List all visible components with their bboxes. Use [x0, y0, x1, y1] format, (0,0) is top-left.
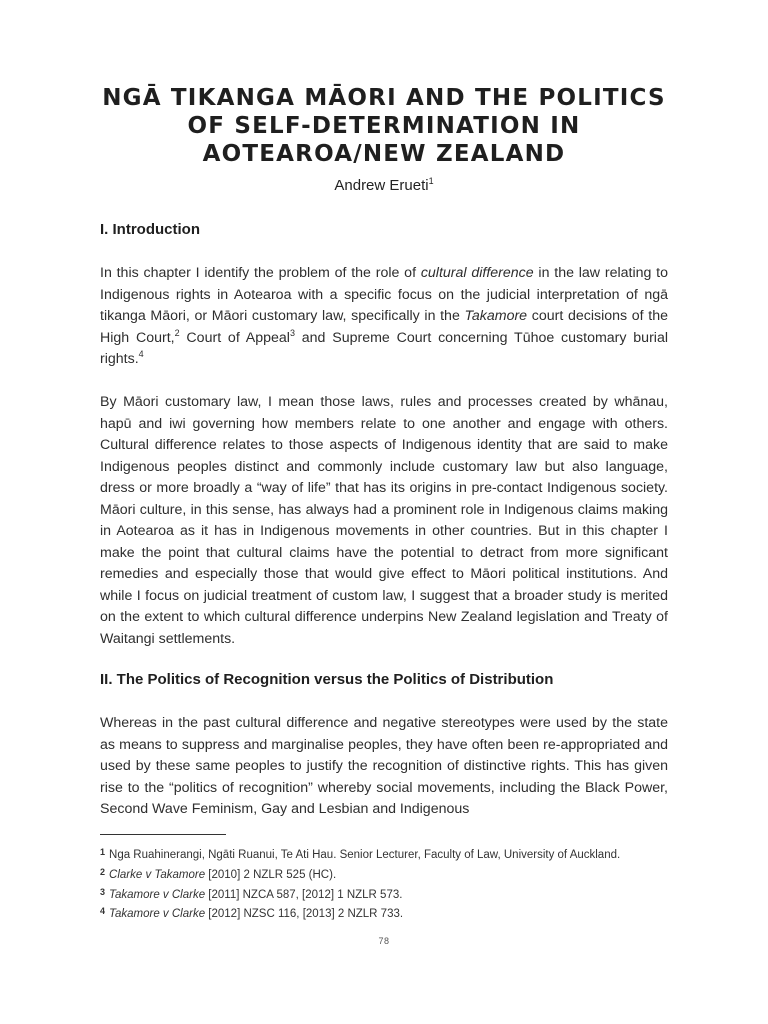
section-heading-politics: II. The Politics of Recognition versus the Politics of Distribution: [100, 671, 554, 688]
footnote-2: [100, 864, 336, 883]
footnote-text: Nga Ruahinerangi, Ngāti Ruanui, Te Ati Hau. Senior Lecturer, Faculty of Law, University of Auckland.: [109, 849, 621, 861]
footnote-divider: [100, 834, 226, 835]
p1-text-b: in the law relating to Indigenous rights in Aotearoa with a specific focus on the judicial interpretation of ngā tikanga Māori, or Māori customary law, specifically in the: [100, 265, 668, 324]
footnote-case-name: Takamore v Clarke: [109, 889, 206, 901]
footnote-ref-3[interactable]: 3: [289, 327, 295, 338]
footnote-citation: [2011] NZCA 587, [2012] 1 NZLR 573.: [205, 889, 403, 901]
p1-text-c: court decisions of the High Court,: [100, 308, 668, 346]
footnote-case-name: Clarke v Takamore: [109, 869, 206, 881]
paragraph-3: Whereas in the past cultural difference and negative stereotypes were used by the state as means to suppress and marginalise peoples, they have often been re-appropriated and used by these same peoples to justify the recognition of distinctive rights. This has given rise to the “politics of recognition” whereby social movements, including the Black Power, Second Wave Feminism, Gay and Lesbian and Indigenous: [100, 715, 668, 817]
footnote-ref-2[interactable]: 2: [174, 327, 180, 338]
author-name: Andrew Erueti: [334, 177, 429, 194]
footnote-3: [100, 884, 402, 903]
footnote-number: 4: [100, 906, 106, 916]
footnote-number: 1: [100, 847, 106, 857]
footnote-citation: [2012] NZSC 116, [2013] 2 NZLR 733.: [205, 908, 404, 920]
paragraph-2: By Māori customary law, I mean those laws, rules and processes created by whānau, hapū and iwi governing how members relate to one another and engage with others. Cultural difference relates to those aspects of Indigenous identity that are said to make Indigenous peoples distinct and commonly include customary law but also language, dress or more broadly a “way of life” that has its origins in pre-contact Indigenous society. Māori culture, in this sense, has always had a prominent role in Indigenous claims making in Aotearoa as it has in Indigenous movements in other countries. But in this chapter I make the point that cultural claims have the potential to detract from more significant remedies and especially those that would give effect to Māori political institutions. And while I focus on judicial treatment of custom law, I suggest that a broader study is merited on the extent to which cultural difference underpins New Zealand legislation and Treaty of Waitangi settlements.: [100, 394, 668, 647]
footnote-case-name: Takamore v Clarke: [109, 908, 206, 920]
chapter-title: NGĀ TIKANGA MĀORI AND THE POLITICS OF SELF-DETERMINATION IN AOTEAROA/NEW ZEALAND: [102, 85, 666, 167]
footnote-4: [100, 903, 403, 922]
author-line: [0, 177, 768, 194]
footnote-number: 3: [100, 887, 106, 897]
p1-text-e: and Supreme Court concerning Tūhoe customary burial rights.: [100, 329, 668, 367]
footnote-ref-4[interactable]: 4: [138, 349, 144, 359]
p1-emphasis-cultural-difference: cultural difference: [420, 265, 534, 281]
author-footnote-ref[interactable]: 1: [428, 176, 434, 186]
p1-emphasis-takamore: Takamore: [464, 308, 528, 324]
p1-text-a: In this chapter I identify the problem of the role of: [100, 265, 421, 281]
p1-text-d: Court of Appeal: [179, 329, 290, 346]
page-number: 78: [378, 936, 390, 946]
footnote-1: [100, 844, 620, 863]
footnote-number: 2: [100, 867, 106, 877]
paragraph-1: [100, 263, 668, 371]
footnote-citation: [2010] 2 NZLR 525 (HC).: [205, 869, 337, 881]
section-heading-introduction: I. Introduction: [100, 221, 200, 238]
